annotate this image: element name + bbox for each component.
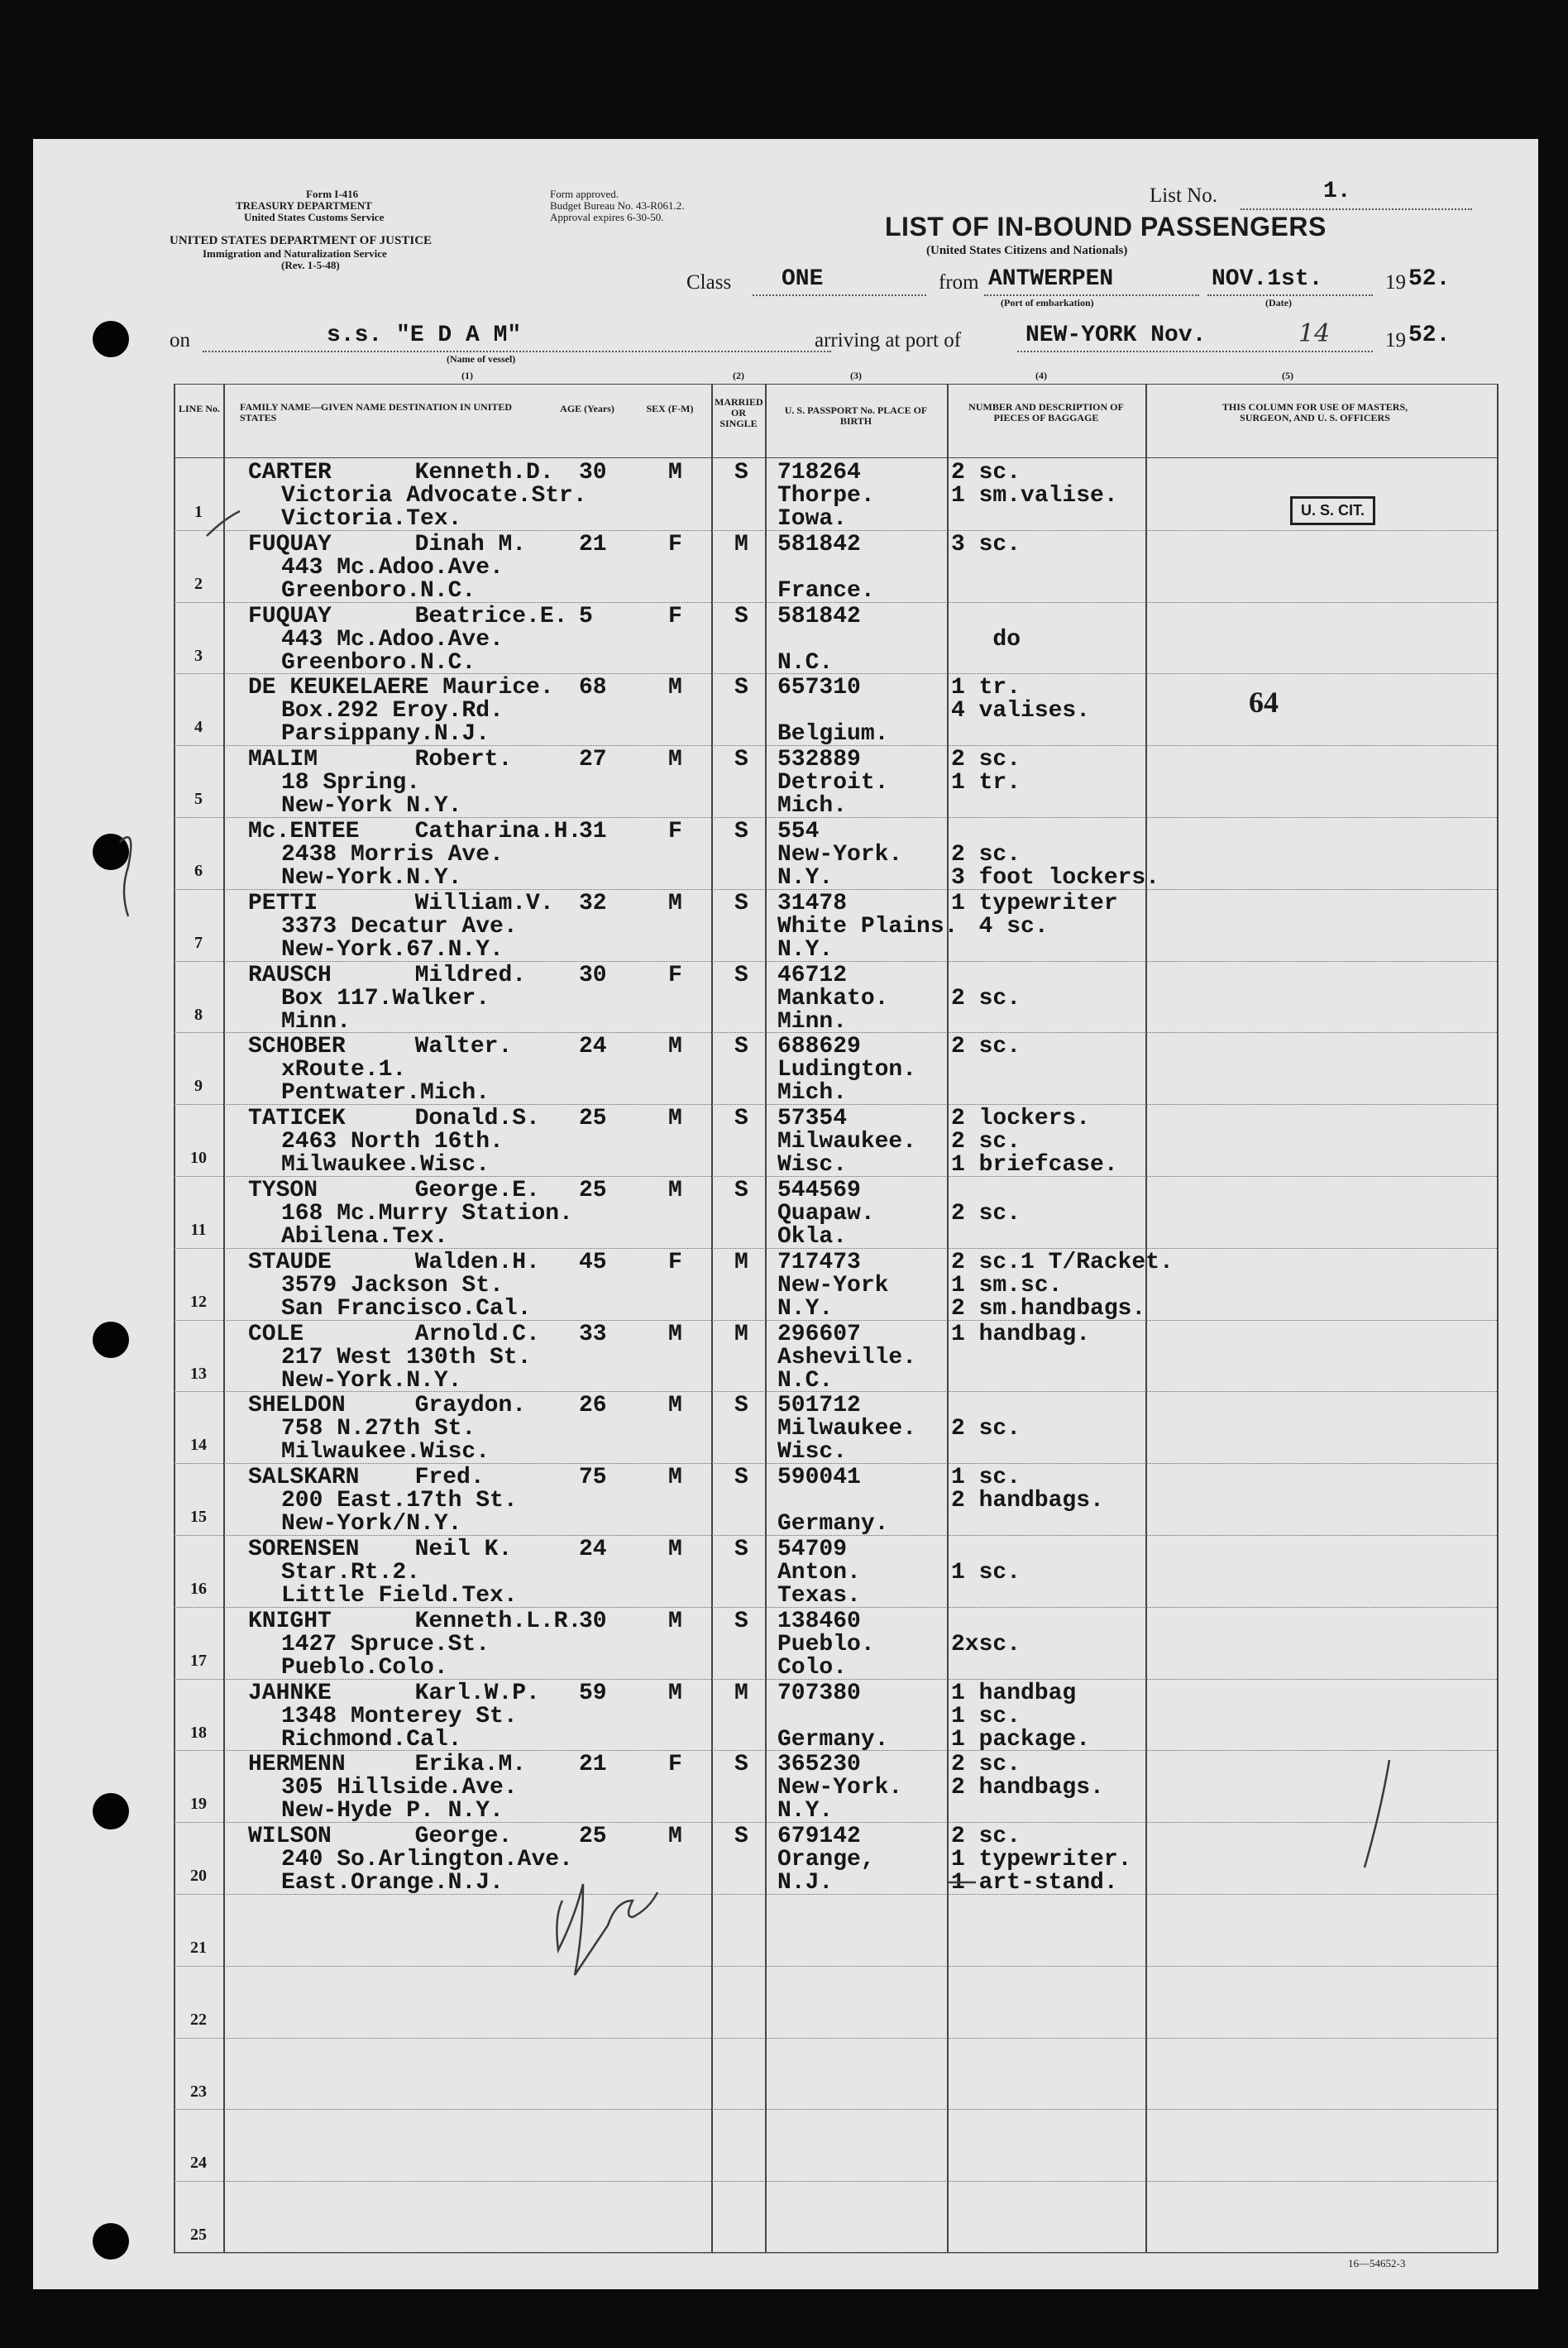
passenger-age: 5 xyxy=(579,603,593,629)
row-line-number: 19 xyxy=(190,1795,207,1814)
header-name: FAMILY NAME—GIVEN NAME DESTINATION IN UNITED STATES xyxy=(240,401,513,423)
row-line-number: 22 xyxy=(190,2010,207,2029)
birth-place: Quapaw. xyxy=(777,1201,875,1227)
birth-place: Thorpe. xyxy=(777,483,875,509)
passenger-address: xRoute.1. xyxy=(281,1057,407,1083)
row-line-number: 1 xyxy=(194,503,203,521)
passenger-name: SORENSEN Neil K. xyxy=(248,1537,513,1562)
passenger-age: 21 xyxy=(579,1752,607,1778)
class-value: ONE xyxy=(782,266,824,292)
baggage-line: 1 typewriter. xyxy=(951,1847,1132,1873)
baggage-line: 1 tr. xyxy=(951,770,1021,796)
passenger-sex: M xyxy=(668,1465,682,1491)
passenger-marital: S xyxy=(734,675,748,701)
row-line-number: 13 xyxy=(190,1364,207,1383)
passenger-age: 45 xyxy=(579,1249,607,1275)
arrival-port: NEW-YORK Nov. xyxy=(1025,323,1207,348)
passenger-address: Victoria Advocate.Str. xyxy=(281,483,587,509)
passenger-name: JAHNKE Karl.W.P. xyxy=(248,1680,540,1706)
birth-region: France. xyxy=(777,577,875,604)
birth-place: Pueblo. xyxy=(777,1631,875,1657)
header-sex: SEX (F-M) xyxy=(646,403,694,414)
passenger-marital: M xyxy=(734,1680,748,1706)
row-line-number: 4 xyxy=(194,718,203,737)
passenger-city: Minn. xyxy=(281,1008,351,1035)
baggage-line: 1 handbag xyxy=(951,1680,1077,1706)
passport-number: 657310 xyxy=(777,675,861,701)
passport-number: 46712 xyxy=(777,962,848,988)
baggage-line: 1 package. xyxy=(951,1726,1091,1753)
birth-region: Wisc. xyxy=(777,1152,848,1179)
passenger-sex: F xyxy=(668,531,682,557)
birth-region: Texas. xyxy=(777,1583,861,1609)
baggage-line: 2 sc. xyxy=(951,1416,1021,1442)
birth-region: Mich. xyxy=(777,1080,848,1107)
baggage-line: 2 sc. xyxy=(951,460,1021,485)
footer-code: 16—54652-3 xyxy=(1348,2257,1406,2269)
passenger-age: 30 xyxy=(579,460,607,485)
row-line-number: 23 xyxy=(190,2082,207,2101)
baggage-line: 1 tr. xyxy=(951,675,1021,701)
row-line-number: 25 xyxy=(190,2226,207,2245)
passenger-address: 3373 Decatur Ave. xyxy=(281,913,518,940)
passenger-city: Greenboro.N.C. xyxy=(281,577,476,604)
passenger-name: STAUDE Walden.H. xyxy=(248,1249,540,1275)
ins-service: Immigration and Naturalization Service xyxy=(203,247,387,260)
row-line-number: 20 xyxy=(190,1867,207,1886)
row-line-number: 3 xyxy=(194,646,203,665)
row-line-number: 11 xyxy=(190,1221,207,1239)
row-line-number: 6 xyxy=(194,862,203,880)
baggage-line: 1 handbag. xyxy=(951,1321,1091,1347)
passenger-age: 75 xyxy=(579,1465,607,1491)
passenger-age: 68 xyxy=(579,675,607,701)
row-line-number: 7 xyxy=(194,933,203,952)
baggage-line: 2 sc. xyxy=(951,1201,1021,1227)
passenger-sex: F xyxy=(668,1752,682,1778)
passenger-sex: F xyxy=(668,1249,682,1275)
passport-number: 688629 xyxy=(777,1034,861,1060)
row-line-number: 9 xyxy=(194,1077,203,1096)
passenger-sex: M xyxy=(668,747,682,773)
passenger-city: San Francisco.Cal. xyxy=(281,1295,532,1322)
birth-region: N.Y. xyxy=(777,865,834,891)
passenger-city: Victoria.Tex. xyxy=(281,506,462,532)
passport-number: 501712 xyxy=(777,1393,861,1419)
baggage-line: 2 sc. xyxy=(951,747,1021,773)
baggage-line: 3 sc. xyxy=(951,531,1021,557)
passenger-sex: M xyxy=(668,1608,682,1634)
birth-place: Asheville. xyxy=(777,1344,917,1370)
passport-number: 296607 xyxy=(777,1321,861,1347)
baggage-line: 2 sc. xyxy=(951,842,1021,868)
baggage-line: 2 handbags. xyxy=(951,1775,1104,1801)
passenger-sex: M xyxy=(668,1537,682,1562)
manifest-page xyxy=(33,139,1538,2289)
list-no-value: 1. xyxy=(1323,179,1351,204)
baggage-line: 1 sc. xyxy=(951,1560,1021,1585)
passenger-city: Abilena.Tex. xyxy=(281,1224,448,1250)
approval-expiry: Approval expires 6-30-50. xyxy=(550,211,664,223)
birth-place: Mankato. xyxy=(777,985,889,1011)
passport-number: 138460 xyxy=(777,1608,861,1634)
passenger-marital: S xyxy=(734,1752,748,1778)
passenger-name: TYSON George.E. xyxy=(248,1178,540,1203)
passenger-age: 59 xyxy=(579,1680,607,1706)
col-num-5: (5) xyxy=(1282,370,1293,381)
row-line-number: 24 xyxy=(190,2154,207,2173)
passenger-sex: F xyxy=(668,603,682,629)
baggage-line: 3 foot lockers. xyxy=(951,865,1160,891)
baggage-line: 2xsc. xyxy=(951,1631,1021,1657)
header-passport: U. S. PASSPORT No. PLACE OF BIRTH xyxy=(784,404,928,427)
passenger-city: Milwaukee.Wisc. xyxy=(281,1152,490,1179)
vessel-note: (Name of vessel) xyxy=(447,353,516,365)
passenger-sex: M xyxy=(668,1178,682,1203)
row-line-number: 17 xyxy=(190,1651,207,1670)
birth-region: N.J. xyxy=(777,1870,834,1896)
baggage-line: 2 lockers. xyxy=(951,1106,1091,1132)
passenger-address: 1427 Spruce.St. xyxy=(281,1631,490,1657)
col-num-4: (4) xyxy=(1035,370,1047,381)
passport-number: 718264 xyxy=(777,460,861,485)
passenger-name: CARTER Kenneth.D. xyxy=(248,460,554,485)
baggage-line: 1 typewriter xyxy=(951,890,1118,916)
birth-region: Colo. xyxy=(777,1654,848,1681)
passenger-sex: F xyxy=(668,819,682,844)
baggage-line: 1 sm.valise. xyxy=(951,483,1118,509)
arriving-label: arriving at port of xyxy=(815,329,962,351)
passport-number: 717473 xyxy=(777,1249,861,1275)
birth-region: Germany. xyxy=(777,1726,889,1753)
baggage-line: 2 sc. xyxy=(951,985,1021,1011)
passenger-marital: S xyxy=(734,1106,748,1132)
passenger-name: PETTI William.V. xyxy=(248,890,554,916)
row-line-number: 14 xyxy=(190,1436,207,1455)
passenger-marital: M xyxy=(734,531,748,557)
passenger-name: SCHOBER Walter. xyxy=(248,1034,513,1060)
row-line-number: 15 xyxy=(190,1508,207,1527)
passenger-age: 24 xyxy=(579,1034,607,1060)
baggage-line: do xyxy=(951,626,1021,653)
passenger-sex: F xyxy=(668,962,682,988)
baggage-line: 2 sc. xyxy=(951,1752,1021,1778)
passenger-name: FUQUAY Dinah M. xyxy=(248,531,527,557)
passenger-age: 30 xyxy=(579,962,607,988)
passenger-age: 27 xyxy=(579,747,607,773)
passenger-name: Mc.ENTEE Catharina.H. xyxy=(248,819,582,844)
baggage-line: 4 valises. xyxy=(951,698,1091,724)
passenger-name: KNIGHT Kenneth.L.R. xyxy=(248,1608,582,1634)
birth-region: Wisc. xyxy=(777,1439,848,1466)
baggage-line: 2 sc.1 T/Racket. xyxy=(951,1249,1174,1275)
birth-place: Milwaukee. xyxy=(777,1416,917,1442)
arrival-year-prefix: 19 xyxy=(1385,329,1406,351)
revision: (Rev. 1-5-48) xyxy=(281,259,340,271)
passenger-marital: M xyxy=(734,1321,748,1347)
passenger-marital: S xyxy=(734,1537,748,1562)
passenger-name: SALSKARN Fred. xyxy=(248,1465,485,1491)
passenger-marital: S xyxy=(734,1034,748,1060)
birth-region: Iowa. xyxy=(777,506,848,532)
passport-number: 532889 xyxy=(777,747,861,773)
passenger-address: 18 Spring. xyxy=(281,770,421,796)
from-port-value: ANTWERPEN xyxy=(988,266,1114,292)
passenger-name: WILSON George. xyxy=(248,1824,513,1850)
passenger-age: 24 xyxy=(579,1537,607,1562)
passenger-city: New-York/N.Y. xyxy=(281,1511,462,1537)
passenger-age: 25 xyxy=(579,1106,607,1132)
birth-place: Milwaukee. xyxy=(777,1129,917,1155)
arrival-day: 14 xyxy=(1298,319,1331,348)
birth-place: Orange, xyxy=(777,1847,875,1873)
passenger-marital: S xyxy=(734,1465,748,1491)
birth-region: N.C. xyxy=(777,1367,834,1394)
passenger-age: 32 xyxy=(579,890,607,916)
row-line-number: 10 xyxy=(190,1149,207,1168)
passenger-marital: S xyxy=(734,1393,748,1419)
row-line-number: 16 xyxy=(190,1580,207,1598)
passenger-marital: S xyxy=(734,747,748,773)
passenger-address: 443 Mc.Adoo.Ave. xyxy=(281,554,504,581)
passenger-sex: M xyxy=(668,890,682,916)
birth-region: Belgium. xyxy=(777,721,889,748)
passenger-address: 758 N.27th St. xyxy=(281,1416,476,1442)
birth-place: New-York. xyxy=(777,1775,903,1801)
passenger-address: 217 West 130th St. xyxy=(281,1344,532,1370)
birth-place: Anton. xyxy=(777,1560,861,1585)
budget-bureau: Budget Bureau No. 43-R061.2. xyxy=(550,199,685,212)
birth-region: N.Y. xyxy=(777,936,834,963)
passenger-address: Box.292 Eroy.Rd. xyxy=(281,698,504,724)
passenger-marital: M xyxy=(734,1249,748,1275)
passenger-address: 3579 Jackson St. xyxy=(281,1272,504,1298)
passenger-sex: M xyxy=(668,1680,682,1706)
col-num-3: (3) xyxy=(850,370,862,381)
passenger-name: MALIM Robert. xyxy=(248,747,513,773)
passenger-address: Star.Rt.2. xyxy=(281,1560,421,1585)
header-age: AGE (Years) xyxy=(560,403,614,414)
passenger-marital: S xyxy=(734,1608,748,1634)
birth-region: Mich. xyxy=(777,793,848,820)
passenger-age: 21 xyxy=(579,531,607,557)
passport-number: 590041 xyxy=(777,1465,861,1491)
passenger-city: Pentwater.Mich. xyxy=(281,1080,490,1107)
passenger-marital: S xyxy=(734,1824,748,1850)
passenger-address: 2463 North 16th. xyxy=(281,1129,504,1155)
baggage-line: 1 briefcase. xyxy=(951,1152,1118,1179)
page-title: LIST OF IN-BOUND PASSENGERS xyxy=(885,212,1327,241)
passenger-age: 31 xyxy=(579,819,607,844)
passenger-marital: S xyxy=(734,460,748,485)
passenger-marital: S xyxy=(734,1178,748,1203)
passenger-name: HERMENN Erika.M. xyxy=(248,1752,527,1778)
from-label: from xyxy=(939,271,979,294)
passenger-marital: S xyxy=(734,890,748,916)
vessel-name: s.s. "E D A M" xyxy=(327,323,522,348)
passenger-sex: M xyxy=(668,1393,682,1419)
passenger-city: Richmond.Cal. xyxy=(281,1726,462,1753)
birth-place: New-York. xyxy=(777,842,903,868)
passenger-city: East.Orange.N.J. xyxy=(281,1870,504,1896)
passport-number: 707380 xyxy=(777,1680,861,1706)
officer-count: 64 xyxy=(1249,686,1279,719)
row-line-number: 2 xyxy=(194,574,203,593)
birth-region: Minn. xyxy=(777,1008,848,1035)
list-no-label: List No. xyxy=(1150,184,1217,207)
treasury-dept: TREASURY DEPARTMENT xyxy=(236,199,372,212)
birth-place: Ludington. xyxy=(777,1057,917,1083)
row-line-number: 12 xyxy=(190,1292,207,1311)
passenger-age: 25 xyxy=(579,1178,607,1203)
passenger-city: New-York.67.N.Y. xyxy=(281,936,504,963)
handwritten-marks xyxy=(33,139,1538,2289)
birth-region: N.Y. xyxy=(777,1798,834,1824)
passport-number: 544569 xyxy=(777,1178,861,1203)
passenger-sex: M xyxy=(668,1824,682,1850)
birth-region: N.Y. xyxy=(777,1295,834,1322)
passenger-marital: S xyxy=(734,603,748,629)
passenger-city: Milwaukee.Wisc. xyxy=(281,1439,490,1466)
baggage-line: 1 sc. xyxy=(951,1465,1021,1491)
baggage-line: 2 sc. xyxy=(951,1129,1021,1155)
passenger-city: Pueblo.Colo. xyxy=(281,1654,448,1681)
row-line-number: 21 xyxy=(190,1939,207,1957)
passenger-sex: M xyxy=(668,1034,682,1060)
birth-place: New-York xyxy=(777,1272,889,1298)
year-prefix: 19 xyxy=(1385,271,1406,294)
row-line-number: 5 xyxy=(194,790,203,809)
passenger-address: 443 Mc.Adoo.Ave. xyxy=(281,626,504,653)
passenger-address: 305 Hillside.Ave. xyxy=(281,1775,518,1801)
passenger-marital: S xyxy=(734,962,748,988)
passenger-age: 30 xyxy=(579,1608,607,1634)
arrival-year: 52. xyxy=(1408,323,1451,348)
passenger-name: SHELDON Graydon. xyxy=(248,1393,527,1419)
passenger-sex: M xyxy=(668,460,682,485)
passenger-city: Little Field.Tex. xyxy=(281,1583,518,1609)
class-label: Class xyxy=(686,271,732,294)
baggage-line: 1 sc. xyxy=(951,1703,1021,1729)
passenger-city: New-Hyde P. N.Y. xyxy=(281,1798,504,1824)
passport-number: 581842 xyxy=(777,531,861,557)
passenger-age: 25 xyxy=(579,1824,607,1850)
citizen-stamp: U. S. CIT. xyxy=(1290,496,1375,525)
baggage-line: 2 handbags. xyxy=(951,1488,1104,1514)
passport-number: 554 xyxy=(777,819,820,844)
passenger-address: 200 East.17th St. xyxy=(281,1488,518,1514)
passenger-city: New-York.N.Y. xyxy=(281,1367,462,1394)
baggage-line: 2 sm.handbags. xyxy=(951,1295,1146,1322)
header-officers: THIS COLUMN FOR USE OF MASTERS, SURGEON, AND U. S. OFFICERS xyxy=(1221,401,1408,423)
passenger-address: 2438 Morris Ave. xyxy=(281,842,504,868)
passenger-name: COLE Arnold.C. xyxy=(248,1321,540,1347)
col-num-2: (2) xyxy=(733,370,744,381)
date-value: NOV.1st. xyxy=(1212,266,1323,292)
header-line: LINE No. xyxy=(179,403,221,414)
col-num-1: (1) xyxy=(461,370,473,381)
customs-service: United States Customs Service xyxy=(244,211,385,223)
baggage-line: 2 sc. xyxy=(951,1824,1021,1850)
passenger-age: 26 xyxy=(579,1393,607,1419)
passenger-city: Greenboro.N.C. xyxy=(281,649,476,676)
date-note: (Date) xyxy=(1265,297,1292,308)
on-label: on xyxy=(170,329,190,351)
passport-number: 679142 xyxy=(777,1824,861,1850)
passenger-address: 240 So.Arlington.Ave. xyxy=(281,1847,573,1873)
baggage-line: 2 sc. xyxy=(951,1034,1021,1060)
form-approved: Form approved. xyxy=(550,188,619,200)
passenger-city: Parsippany.N.J. xyxy=(281,721,490,748)
passenger-address: 168 Mc.Murry Station. xyxy=(281,1201,573,1227)
passenger-name: FUQUAY Beatrice.E. xyxy=(248,603,568,629)
passenger-address: Box 117.Walker. xyxy=(281,985,490,1011)
passenger-address: 1348 Monterey St. xyxy=(281,1703,518,1729)
passenger-city: New-York N.Y. xyxy=(281,793,462,820)
birth-region: Okla. xyxy=(777,1224,848,1250)
passenger-name: DE KEUKELAERE Maurice. xyxy=(248,675,554,701)
passenger-sex: M xyxy=(668,675,682,701)
passport-number: 57354 xyxy=(777,1106,848,1132)
birth-region: N.C. xyxy=(777,649,834,676)
baggage-line: 4 sc. xyxy=(951,913,1049,940)
passport-number: 31478 xyxy=(777,890,848,916)
passenger-name: RAUSCH Mildred. xyxy=(248,962,527,988)
passport-number: 581842 xyxy=(777,603,861,629)
header-married: MARRIED OR SINGLE xyxy=(715,396,763,429)
row-line-number: 8 xyxy=(194,1005,203,1024)
passenger-marital: S xyxy=(734,819,748,844)
birth-region: Germany. xyxy=(777,1511,889,1537)
year-value: 52. xyxy=(1408,266,1451,292)
birth-place: White Plains. xyxy=(777,913,958,940)
header-baggage: NUMBER AND DESCRIPTION OF PIECES OF BAGGAGE xyxy=(968,401,1124,423)
passport-number: 54709 xyxy=(777,1537,848,1562)
passport-number: 365230 xyxy=(777,1752,861,1778)
birth-place: Detroit. xyxy=(777,770,889,796)
passenger-name: TATICEK Donald.S. xyxy=(248,1106,540,1132)
passenger-sex: M xyxy=(668,1321,682,1347)
baggage-line: 1 art-stand. xyxy=(951,1870,1118,1896)
port-embarkation-note: (Port of embarkation) xyxy=(1001,297,1094,308)
passenger-city: New-York.N.Y. xyxy=(281,865,462,891)
passenger-age: 33 xyxy=(579,1321,607,1347)
form-number: Form I-416 xyxy=(306,188,359,200)
page-subtitle: (United States Citizens and Nationals) xyxy=(926,244,1128,257)
passenger-sex: M xyxy=(668,1106,682,1132)
baggage-line: 1 sm.sc. xyxy=(951,1272,1063,1298)
justice-dept: UNITED STATES DEPARTMENT OF JUSTICE xyxy=(170,234,433,247)
row-line-number: 18 xyxy=(190,1723,207,1742)
